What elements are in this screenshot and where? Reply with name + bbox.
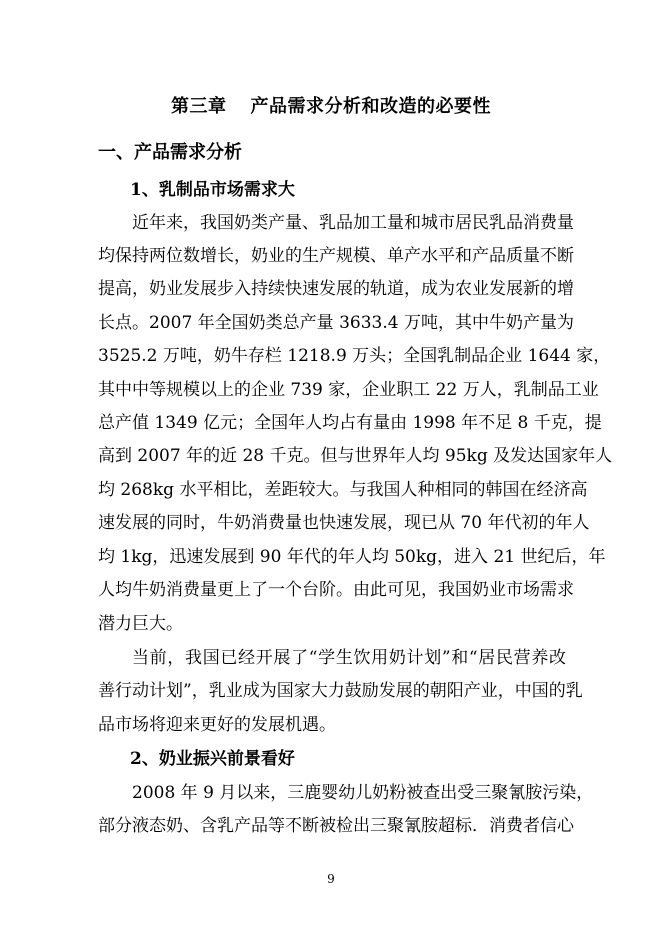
paragraph-line: 3525.2 万吨，奶牛存栏 1218.9 万头；全国乳制品企业 1644 家， — [98, 346, 611, 366]
paragraph-line: 提高，奶业发展步入持续快速发展的轨道，成为农业发展新的增 — [98, 279, 574, 299]
section-heading: 一、产品需求分析 — [98, 142, 242, 163]
chapter-title — [0, 95, 662, 119]
paragraph-line: 其中中等规模以上的企业 739 家，企业职工 22 万人，乳制品工业 — [98, 380, 599, 400]
paragraph-line: 均保持两位数增长，奶业的生产规模、单产水平和产品质量不断 — [98, 246, 574, 266]
paragraph-line: 近年来，我国奶类产量、乳品加工量和城市居民乳品消费量 — [132, 213, 574, 233]
paragraph-line: 当前，我国已经开展了“学生饮用奶计划”和“居民营养改 — [132, 648, 566, 668]
chapter-number: 第三章 — [171, 96, 227, 117]
paragraph-line: 高到 2007 年的近 28 千克。但与世界年人均 95kg 及发达国家年人 — [98, 446, 613, 466]
paragraph-line: 品市场将迎来更好的发展机遇。 — [98, 715, 336, 735]
paragraph-line: 人均牛奶消费量更上了一个台阶。由此可见，我国奶业市场需求 — [98, 580, 574, 600]
subsection-heading: 1、乳制品市场需求大 — [130, 180, 295, 200]
subsection-heading: 2、奶业振兴前景看好 — [130, 749, 295, 769]
paragraph-line: 善行动计划”，乳业成为国家大力鼓励发展的朝阳产业，中国的乳 — [98, 681, 583, 701]
paragraph-line: 总产值 1349 亿元；全国年人均占有量由 1998 年不足 8 千克，提 — [98, 413, 602, 433]
page-number: 9 — [327, 872, 335, 886]
paragraph-line: 2008 年 9 月以来，三鹿婴幼儿奶粉被查出受三聚氰胺污染， — [132, 783, 594, 803]
chapter-title-text: 产品需求分析和改造的必要性 — [250, 96, 491, 117]
paragraph-line: 均 268kg 水平相比，差距较大。与我国人种相同的韩国在经济高 — [98, 480, 588, 500]
paragraph-line: 部分液态奶、含乳产品等不断被检出三聚氰胺超标．消费者信心 — [98, 816, 574, 836]
paragraph-line: 速发展的同时，牛奶消费量也快速发展，现已从 70 年代初的年人 — [98, 513, 590, 533]
paragraph-line: 均 1kg，迅速发展到 90 年代的年人均 50kg，进入 21 世纪后，年 — [98, 547, 606, 567]
paragraph-line: 长点。2007 年全国奶类总产量 3633.4 万吨，其中牛奶产量为 — [98, 313, 574, 333]
paragraph-line: 潜力巨大。 — [98, 614, 183, 634]
